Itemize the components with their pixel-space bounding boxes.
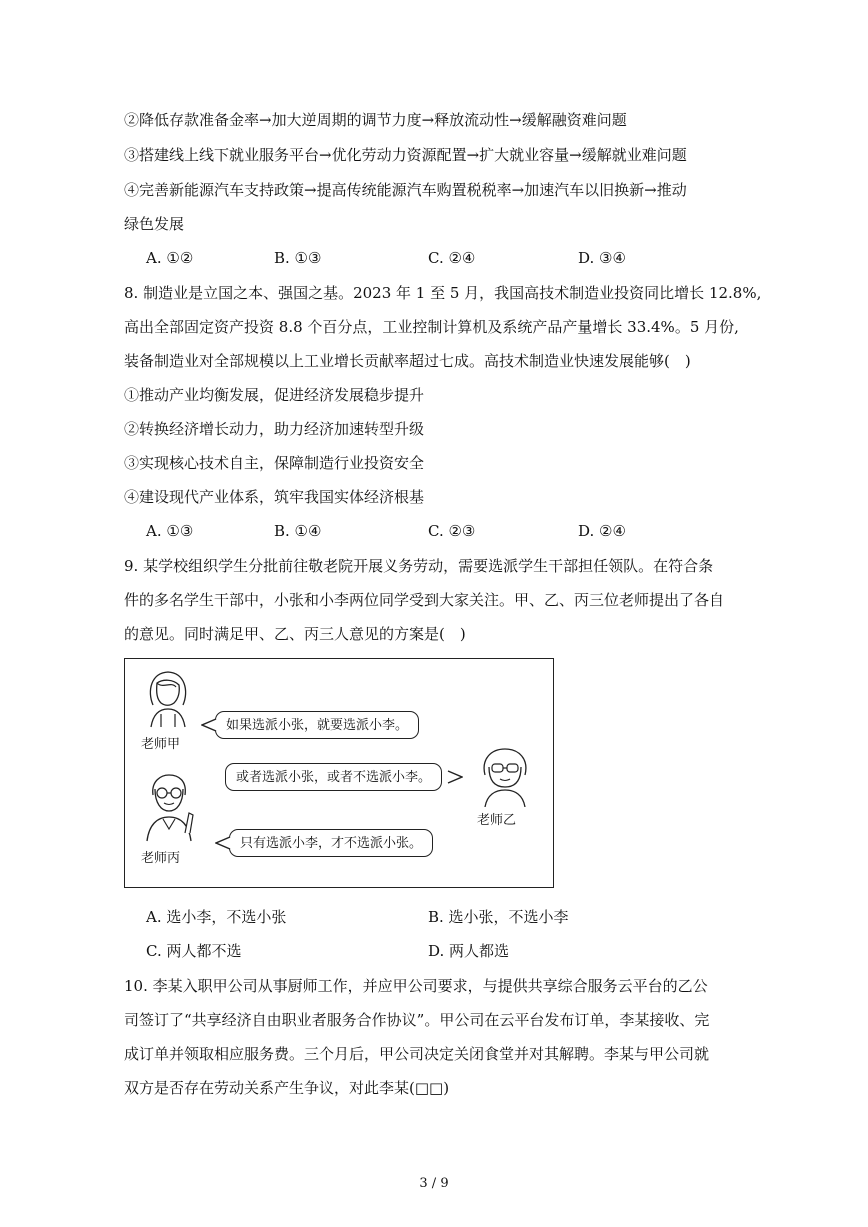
- q9-option-c: C. 两人都不选: [146, 942, 242, 960]
- teacher-b-speech-bubble: [225, 763, 442, 791]
- bubble-b-tail: [447, 769, 463, 785]
- teacher-a-figure: [143, 667, 193, 729]
- q9-option-b: B. 选小张，不选小李: [428, 908, 569, 926]
- teacher-b-speech: 或者选派小张，或者不选派小李。: [236, 770, 432, 785]
- q8-item-1: ①推动产业均衡发展，促进经济发展稳步提升: [124, 386, 425, 404]
- teacher-b-name: 老师乙: [477, 813, 517, 828]
- q8-item-2: ②转换经济增长动力，助力经济加速转型升级: [124, 420, 425, 438]
- teacher-a-name: 老师甲: [141, 737, 181, 752]
- q7-option-a: A. ①②: [146, 249, 194, 267]
- q8-item-4: ④建设现代产业体系，筑牢我国实体经济根基: [124, 488, 425, 506]
- q7-item-4-cont: 绿色发展: [124, 215, 185, 233]
- q7-option-d: D. ③④: [578, 249, 626, 267]
- teacher-a-speech: 如果选派小张，就要选派小李。: [226, 718, 409, 733]
- q9-option-a: A. 选小李，不选小张: [146, 908, 287, 926]
- q8-stem-line-1: 8. 制造业是立国之本、强国之基。2023 年 1 至 5 月，我国高技术制造业投资同比增长 12.8%,: [124, 284, 762, 302]
- q9-stem-line-2: 件的多名学生干部中，小张和小李两位同学受到大家关注。甲、乙、丙三位老师提出了各自: [124, 591, 725, 609]
- page-number: 3 / 9: [419, 1176, 449, 1191]
- q9-illustration: [124, 658, 554, 888]
- q7-option-b: B. ①③: [274, 249, 322, 267]
- q7-item-2: ②降低存款准备金率→加大逆周期的调节力度→释放流动性→缓解融资难问题: [124, 111, 627, 129]
- q8-option-a: A. ①③: [146, 522, 194, 540]
- q8-option-b: B. ①④: [274, 522, 322, 540]
- q9-stem-line-1: 9. 某学校组织学生分批前往敬老院开展义务劳动，需要选派学生干部担任领队。在符合条: [124, 557, 714, 575]
- q8-stem-line-3: 装备制造业对全部规模以上工业增长贡献率超过七成。高技术制造业快速发展能够( ): [124, 352, 691, 370]
- q8-option-d: D. ②④: [578, 522, 626, 540]
- q10-stem-line-4: 双方是否存在劳动关系产生争议，对此李某(□□): [124, 1079, 450, 1097]
- q7-item-3: ③搭建线上线下就业服务平台→优化劳动力资源配置→扩大就业容量→缓解就业难问题: [124, 146, 687, 164]
- teacher-c-speech: 只有选派小李，才不选派小张。: [240, 836, 423, 851]
- bubble-a-tail: [201, 717, 217, 733]
- q10-stem-line-2: 司签订了“共享经济自由职业者服务合作协议”。甲公司在云平台发布订单，李某接收、完: [124, 1011, 710, 1029]
- teacher-b-figure: [477, 745, 533, 807]
- q7-option-c: C. ②④: [428, 249, 476, 267]
- q10-stem-line-1: 10. 李某入职甲公司从事厨师工作，并应甲公司要求，与提供共享综合服务云平台的乙公: [124, 977, 708, 995]
- q10-stem-line-3: 成订单并领取相应服务费。三个月后，甲公司决定关闭食堂并对其解聘。李某与甲公司就: [124, 1045, 710, 1063]
- teacher-c-speech-bubble: [229, 829, 433, 857]
- q9-stem-line-3: 的意见。同时满足甲、乙、丙三人意见的方案是( ): [124, 625, 466, 643]
- q7-item-4: ④完善新能源汽车支持政策→提高传统能源汽车购置税税率→加速汽车以旧换新→推动: [124, 181, 687, 199]
- q8-option-c: C. ②③: [428, 522, 476, 540]
- q8-item-3: ③实现核心技术自主，保障制造行业投资安全: [124, 454, 425, 472]
- teacher-a-speech-bubble: [215, 711, 419, 739]
- teacher-c-name: 老师丙: [141, 851, 181, 866]
- q9-option-d: D. 两人都选: [428, 942, 510, 960]
- bubble-c-tail: [215, 835, 231, 851]
- teacher-c-figure: [141, 771, 197, 843]
- q8-stem-line-2: 高出全部固定资产投资 8.8 个百分点，工业控制计算机及系统产品产量增长 33.4%。5 月份,: [124, 318, 739, 336]
